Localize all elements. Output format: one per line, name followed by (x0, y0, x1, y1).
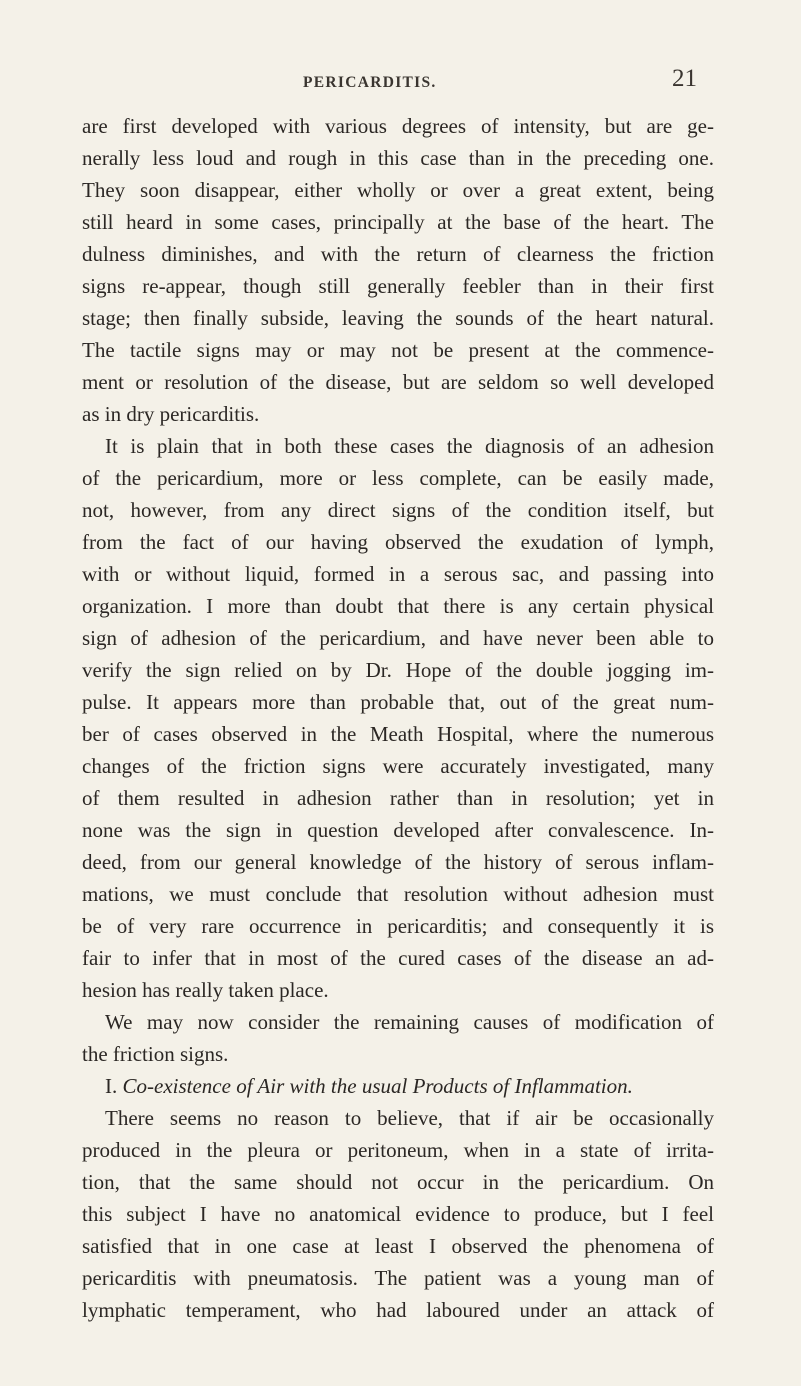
text-line: of them resulted in adhesion rather than in resolution; yet in (82, 786, 714, 810)
running-title: PERICARDITIS. (303, 74, 437, 91)
text-line: satisfied that in one case at least I observed the phenomena of (82, 1234, 714, 1258)
section-title: Co-existence of Air with the usual Products of Inflammation. (122, 1074, 633, 1098)
text-line: produced in the pleura or peritoneum, when in a state of irrita- (82, 1138, 714, 1162)
text-line: not, however, from any direct signs of the condition itself, but (82, 498, 714, 522)
text-line: are first developed with various degrees of intensity, but are ge- (82, 114, 714, 138)
text-line: stage; then finally subside, leaving the sounds of the heart natural. (82, 306, 714, 330)
text-line: mations, we must conclude that resolution without adhesion must (82, 882, 714, 906)
text-line: dulness diminishes, and with the return of clearness the friction (82, 242, 714, 266)
text-line: There seems no reason to believe, that if air be occasionally (105, 1106, 714, 1130)
text-line: none was the sign in question developed after convalescence. In- (82, 818, 714, 842)
text-line: pericarditis with pneumatosis. The patient was a young man of (82, 1266, 714, 1290)
text-line: this subject I have no anatomical evidence to produce, but I feel (82, 1202, 714, 1226)
page-number: 21 (672, 65, 697, 92)
text-line: nerally less loud and rough in this case than in the preceding one. (82, 146, 714, 170)
text-line: sign of adhesion of the pericardium, and have never been able to (82, 626, 714, 650)
text-line: pulse. It appears more than probable that, out of the great num- (82, 690, 714, 714)
text-line: It is plain that in both these cases the diagnosis of an adhesion (105, 434, 714, 458)
text-line: ber of cases observed in the Meath Hospital, where the numerous (82, 722, 714, 746)
text-line: We may now consider the remaining causes of modification of (105, 1010, 714, 1034)
section-heading (105, 1070, 714, 1102)
text-line: the friction signs. (82, 1042, 229, 1066)
text-line: signs re-appear, though still generally feebler than in their first (82, 274, 714, 298)
text-line: The tactile signs may or may not be present at the commence- (82, 338, 714, 362)
text-line: verify the sign relied on by Dr. Hope of the double jogging im- (82, 658, 714, 682)
text-line: from the fact of our having observed the exudation of lymph, (82, 530, 714, 554)
text-line: fair to infer that in most of the cured cases of the disease an ad- (82, 946, 714, 970)
text-line: still heard in some cases, principally at the base of the heart. The (82, 210, 714, 234)
text-line: lymphatic temperament, who had laboured under an attack of (82, 1298, 714, 1322)
text-line: deed, from our general knowledge of the history of serous inflam- (82, 850, 714, 874)
text-line: of the pericardium, more or less complete, can be easily made, (82, 466, 714, 490)
text-line: hesion has really taken place. (82, 978, 329, 1002)
text-line: tion, that the same should not occur in the pericardium. On (82, 1170, 714, 1194)
text-line: be of very rare occurrence in pericarditis; and consequently it is (82, 914, 714, 938)
text-line: organization. I more than doubt that there is any certain physical (82, 594, 714, 618)
text-line: They soon disappear, either wholly or over a great extent, being (82, 178, 714, 202)
text-line: changes of the friction signs were accurately investigated, many (82, 754, 714, 778)
text-line: ment or resolution of the disease, but are seldom so well developed (82, 370, 714, 394)
section-number: I. (105, 1074, 123, 1098)
text-line: with or without liquid, formed in a serous sac, and passing into (82, 562, 714, 586)
running-head (0, 62, 801, 92)
text-line: as in dry pericarditis. (82, 402, 260, 426)
